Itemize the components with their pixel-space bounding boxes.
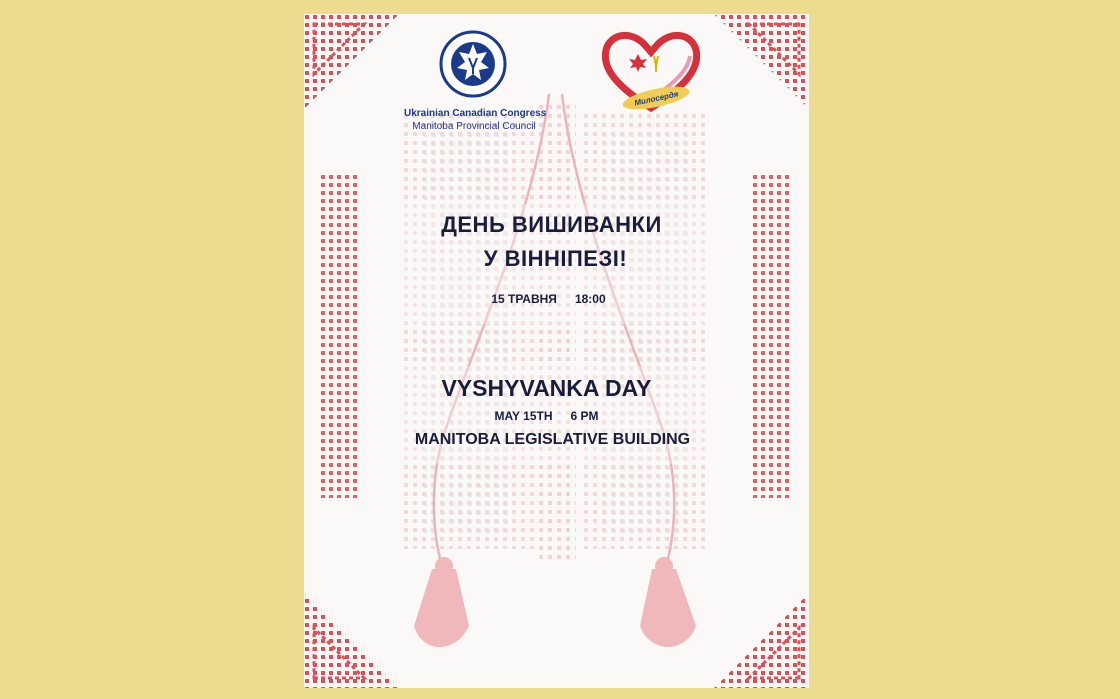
central-embroidery bbox=[404, 104, 709, 564]
ukrainian-title-line1: ДЕНЬ ВИШИВАНКИ bbox=[441, 212, 662, 237]
english-title: VYSHYVANKA DAY bbox=[441, 375, 652, 401]
event-venue: MANITOBA LEGISLATIVE BUILDING bbox=[414, 431, 691, 448]
corner-ornament-bottom-left bbox=[304, 593, 399, 688]
ukrainian-date-time bbox=[304, 292, 801, 306]
ukrainian-time: 18:00 bbox=[574, 292, 606, 306]
embroidery-pattern bbox=[304, 14, 809, 688]
heart-logo-wordmark: Милосердя bbox=[633, 89, 680, 108]
corner-ornament-top-left bbox=[304, 14, 399, 109]
english-time: 6 PM bbox=[570, 409, 599, 423]
corner-ornament-top-right bbox=[714, 14, 809, 109]
ucc-logo bbox=[404, 30, 547, 132]
ucc-emblem-icon bbox=[439, 30, 507, 98]
ucc-name-line2: Manitoba Provincial Council bbox=[412, 121, 536, 132]
english-date-time bbox=[304, 409, 799, 423]
corner-ornament-bottom-right bbox=[714, 593, 809, 688]
ukrainian-date: 15 ТРАВНЯ bbox=[491, 292, 557, 306]
ukrainian-title-line2: У ВІННІПЕЗІ! bbox=[483, 246, 628, 271]
english-date: MAY 15TH bbox=[494, 409, 553, 423]
ucc-name-line1: Ukrainian Canadian Congress bbox=[404, 108, 547, 119]
event-poster bbox=[304, 14, 809, 688]
